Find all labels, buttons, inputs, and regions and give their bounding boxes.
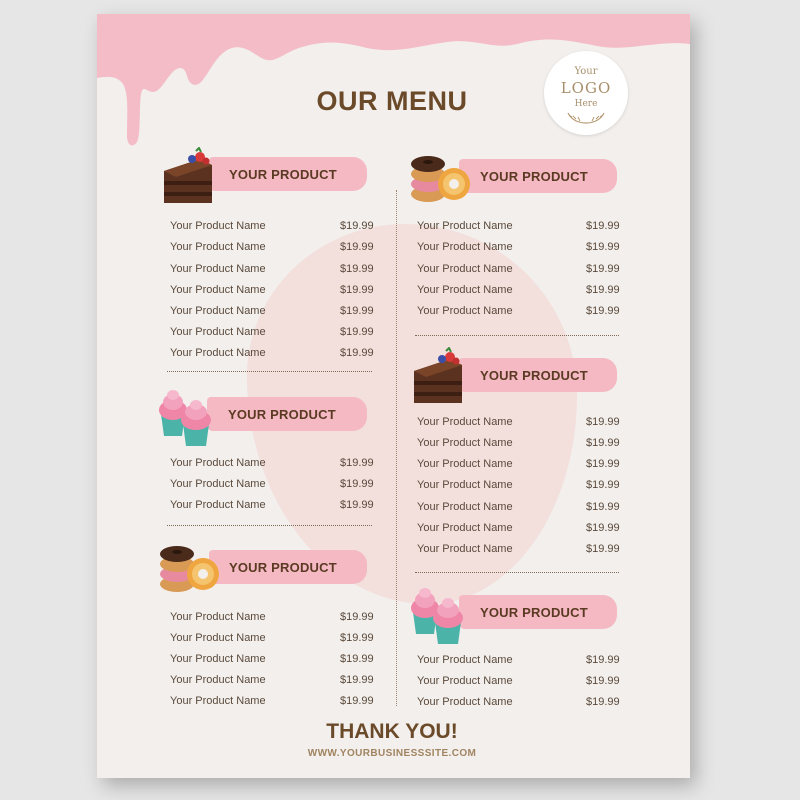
donut-icon <box>157 536 223 598</box>
menu-item-name: Your Product Name <box>417 305 513 317</box>
section-divider <box>415 335 619 336</box>
menu-item-name: Your Product Name <box>417 437 513 449</box>
menu-item-name: Your Product Name <box>417 543 513 555</box>
menu-item-name: Your Product Name <box>170 326 266 338</box>
website-text: WWW.YOURBUSINESSSITE.COM <box>307 748 477 759</box>
menu-item-name: Your Product Name <box>170 263 266 275</box>
menu-item-name: Your Product Name <box>170 674 266 686</box>
menu-item-name: Your Product Name <box>170 305 266 317</box>
menu-item-price: $19.99 <box>340 284 374 296</box>
menu-item-price: $19.99 <box>340 241 374 253</box>
section-divider <box>167 371 372 372</box>
menu-item-price: $19.99 <box>340 499 374 511</box>
menu-item-name: Your Product Name <box>170 241 266 253</box>
menu-item-price: $19.99 <box>586 263 620 275</box>
cupcake-icon <box>407 578 469 644</box>
menu-item-name: Your Product Name <box>417 241 513 253</box>
menu-item-price: $19.99 <box>586 479 620 491</box>
section-heading: YOUR PRODUCT <box>480 605 588 620</box>
menu-item-name: Your Product Name <box>417 522 513 534</box>
menu-item-price: $19.99 <box>340 326 374 338</box>
menu-item-price: $19.99 <box>340 263 374 275</box>
menu-item-price: $19.99 <box>586 305 620 317</box>
page-title: OUR MENU <box>316 86 468 116</box>
menu-item-price: $19.99 <box>340 305 374 317</box>
menu-item-price: $19.99 <box>586 696 620 708</box>
menu-item-price: $19.99 <box>340 347 374 359</box>
menu-item-name: Your Product Name <box>417 416 513 428</box>
thank-you-text: THANK YOU! <box>326 720 458 743</box>
menu-item-price: $19.99 <box>340 632 374 644</box>
menu-item-name: Your Product Name <box>170 499 266 511</box>
section-divider <box>415 572 619 573</box>
menu-item-price: $19.99 <box>586 543 620 555</box>
menu-item-name: Your Product Name <box>170 347 266 359</box>
menu-item-name: Your Product Name <box>417 263 513 275</box>
menu-item-price: $19.99 <box>586 458 620 470</box>
logo-text-line2: LOGO <box>560 79 612 97</box>
laurel-icon <box>564 111 608 125</box>
menu-item-price: $19.99 <box>340 653 374 665</box>
section-heading: YOUR PRODUCT <box>228 407 336 422</box>
menu-item-price: $19.99 <box>586 416 620 428</box>
menu-item-name: Your Product Name <box>170 695 266 707</box>
menu-item-name: Your Product Name <box>417 675 513 687</box>
menu-item-price: $19.99 <box>586 220 620 232</box>
menu-item-name: Your Product Name <box>417 220 513 232</box>
menu-item-price: $19.99 <box>586 654 620 666</box>
menu-item-name: Your Product Name <box>170 220 266 232</box>
menu-item-price: $19.99 <box>586 501 620 513</box>
cake-slice-icon <box>410 347 468 409</box>
menu-item-price: $19.99 <box>586 284 620 296</box>
menu-item-name: Your Product Name <box>417 654 513 666</box>
donut-icon <box>408 146 474 208</box>
menu-item-name: Your Product Name <box>170 611 266 623</box>
menu-item-price: $19.99 <box>340 611 374 623</box>
section-heading: YOUR PRODUCT <box>229 167 337 182</box>
menu-item-name: Your Product Name <box>417 696 513 708</box>
menu-item-name: Your Product Name <box>417 284 513 296</box>
menu-item-name: Your Product Name <box>417 458 513 470</box>
cake-slice-icon <box>160 147 218 209</box>
menu-item-name: Your Product Name <box>170 457 266 469</box>
menu-item-price: $19.99 <box>340 220 374 232</box>
menu-item-price: $19.99 <box>586 437 620 449</box>
menu-item-name: Your Product Name <box>417 501 513 513</box>
menu-item-price: $19.99 <box>586 675 620 687</box>
menu-item-name: Your Product Name <box>170 478 266 490</box>
menu-item-name: Your Product Name <box>170 284 266 296</box>
menu-item-price: $19.99 <box>340 695 374 707</box>
section-heading: YOUR PRODUCT <box>229 560 337 575</box>
logo-placeholder <box>544 51 628 135</box>
column-divider <box>396 190 397 706</box>
section-heading: YOUR PRODUCT <box>480 169 588 184</box>
menu-item-price: $19.99 <box>586 522 620 534</box>
menu-item-price: $19.99 <box>340 457 374 469</box>
menu-item-name: Your Product Name <box>417 479 513 491</box>
menu-sheet <box>97 14 690 778</box>
menu-item-price: $19.99 <box>586 241 620 253</box>
menu-item-name: Your Product Name <box>170 632 266 644</box>
menu-item-price: $19.99 <box>340 478 374 490</box>
logo-text-line1: Your <box>574 66 598 77</box>
menu-item-name: Your Product Name <box>170 653 266 665</box>
logo-text-line3: Here <box>574 99 598 109</box>
section-heading: YOUR PRODUCT <box>480 368 588 383</box>
cupcake-icon <box>155 380 217 446</box>
section-divider <box>167 525 372 526</box>
menu-item-price: $19.99 <box>340 674 374 686</box>
